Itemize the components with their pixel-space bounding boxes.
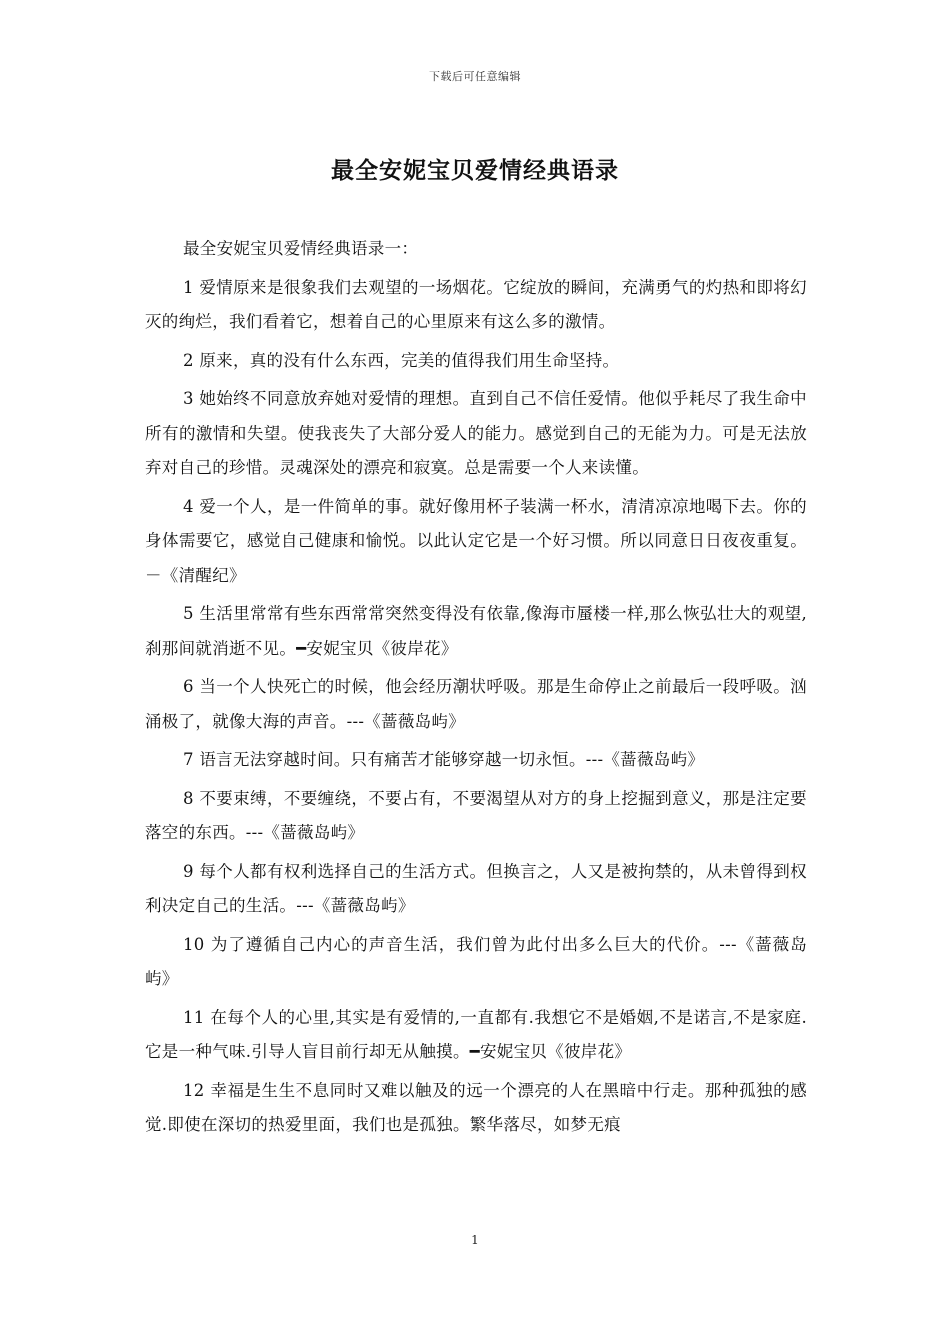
document-title: 最全安妮宝贝爱情经典语录 — [331, 157, 619, 184]
quote-paragraph-12: 12 幸福是生生不息同时又难以触及的远一个漂亮的人在黑暗中行走。那种孤独的感觉.即使在深切的热爱里面，我们也是孤独。繁华落尽，如梦无痕 — [145, 1080, 807, 1134]
quote-paragraph-6: 6 当一个人快死亡的时候，他会经历潮状呼吸。那是生命停止之前最后一段呼吸。汹涌极了，就像大海的声音。---《蔷薇岛屿》 — [145, 677, 807, 731]
quote-paragraph-10: 10 为了遵循自己内心的声音生活，我们曾为此付出多么巨大的代价。---《蔷薇岛屿》 — [145, 934, 807, 988]
page-number: 1 — [471, 1233, 479, 1247]
quote-paragraph-7: 7 语言无法穿越时间。只有痛苦才能够穿越一切永恒。---《蔷薇岛屿》 — [183, 750, 705, 769]
quote-paragraph-5: 5 生活里常常有些东西常常突然变得没有依靠,像海市蜃楼一样,那么恢弘壮大的观望,刹那间就消逝不见。━安妮宝贝《彼岸花》 — [145, 604, 807, 658]
quote-paragraph-8: 8 不要束缚，不要缠绕，不要占有，不要渴望从对方的身上挖掘到意义，那是注定要落空的东西。---《蔷薇岛屿》 — [145, 788, 807, 842]
quote-paragraph-2: 2 原来，真的没有什么东西，完美的值得我们用生命坚持。 — [183, 350, 620, 370]
quote-paragraph-1: 1 爱情原来是很象我们去观望的一场烟花。它绽放的瞬间，充满勇气的灼热和即将幻灭的绚烂，我们看着它，想着自己的心里原来有这么多的激情。 — [145, 277, 807, 331]
quote-paragraph-9: 9 每个人都有权利选择自己的生活方式。但换言之，人又是被拘禁的，从未曾得到权利决定自己的生活。---《蔷薇岛屿》 — [145, 861, 807, 915]
document-body — [145, 232, 807, 1147]
intro-paragraph: 最全安妮宝贝爱情经典语录一： — [183, 239, 419, 258]
quote-paragraph-4: 4 爱一个人，是一件简单的事。就好像用杯子装满一杯水，清清凉凉地喝下去。你的身体需要它，感觉自己健康和愉悦。以此认定它是一个好习惯。所以同意日日夜夜重复。－《清醒纪》 — [145, 496, 807, 585]
page-header: 下载后可任意编辑 — [429, 70, 521, 83]
quote-paragraph-3: 3 她始终不同意放弃她对爱情的理想。直到自己不信任爱情。他似乎耗尽了我生命中所有的激情和失望。使我丧失了大部分爱人的能力。感觉到自己的无能为力。可是无法放弃对自己的珍惜。灵魂深处的漂亮和寂寞。总是需要一个人来读懂。 — [145, 389, 807, 477]
quote-paragraph-11: 11 在每个人的心里,其实是有爱情的,一直都有.我想它不是婚姻,不是诺言,不是家庭.它是一种气味.引导人盲目前行却无从触摸。━安妮宝贝《彼岸花》 — [145, 1007, 807, 1061]
